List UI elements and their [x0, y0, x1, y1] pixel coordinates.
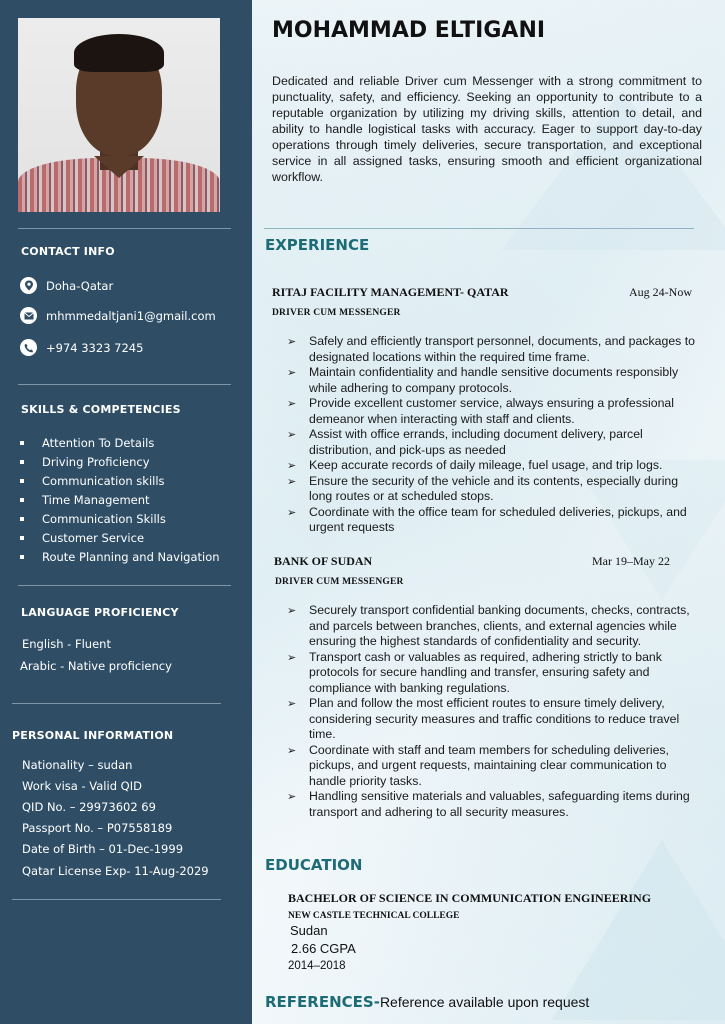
- skill-item: [20, 433, 220, 452]
- divider: [18, 228, 231, 229]
- job-company: RITAJ FACILITY MANAGEMENT- QATAR: [272, 285, 509, 299]
- skill-label: Communication skills: [42, 473, 165, 488]
- job-dates: Aug 24-Now: [629, 285, 692, 299]
- phone-icon: [20, 339, 37, 356]
- skill-item: [20, 528, 220, 547]
- personal-heading: PERSONAL INFORMATION: [12, 729, 174, 742]
- job-bullet: ➢ Coordinate with staff and team members for scheduling deliveries, pickups, and urgent requests, maintaining clear communication to handle priority tasks.: [287, 743, 702, 790]
- bullet-icon: [20, 498, 24, 502]
- email-text[interactable]: mhmmedaltjani1@gmail.com: [46, 308, 216, 323]
- skill-label: Customer Service: [42, 530, 145, 545]
- job-bullet: ➢ Plan and follow the most efficient routes to ensure timely delivery, considering security measures and traffic conditions to reduce travel time.: [287, 696, 702, 743]
- references-text: Reference available upon request: [379, 994, 590, 1010]
- job-role: DRIVER CUM MESSENGER: [275, 577, 404, 587]
- bullet-icon: [20, 460, 24, 464]
- bullet-icon: [20, 479, 24, 483]
- skill-label: Communication Skills: [42, 511, 166, 526]
- skill-item: [20, 509, 220, 528]
- job-role: DRIVER CUM MESSENGER: [272, 308, 401, 318]
- job-bullet: ➢ Ensure the security of the vehicle and its contents, especially during long routes or at scheduled stops.: [287, 474, 702, 505]
- degree: BACHELOR OF SCIENCE IN COMMUNICATION ENGINEERING: [288, 891, 652, 905]
- skills-heading: SKILLS & COMPETENCIES: [21, 403, 181, 416]
- skill-item: [20, 471, 220, 490]
- education-heading: EDUCATION: [265, 856, 363, 874]
- divider: [18, 585, 231, 586]
- personal-item: QID No. – 29973602 69: [22, 800, 156, 814]
- summary: Dedicated and reliable Driver cum Messenger with a strong commitment to punctuality, safety, and efficiency. Seeking an opportunity to contribute to a reputable organization by utilizing my driving skills, attention to detail, and ability to handle logistical tasks with accuracy. Eager to support day-to-day operations through timely deliveries, secure transportation, and exceptional service in all assigned tasks, ensuring smooth and efficient organizational workflow.: [272, 74, 702, 184]
- personal-item: Nationality – sudan: [22, 758, 133, 772]
- job-bullet: ➢ Safely and efficiently transport personnel, documents, and packages to designated locations within the required time frame.: [287, 334, 702, 365]
- job-company: BANK OF SUDAN: [274, 554, 373, 568]
- education-years: 2014–2018: [288, 960, 346, 972]
- skill-label: Driving Proficiency: [42, 454, 150, 469]
- skill-label: Time Management: [42, 492, 150, 507]
- skill-label: Route Planning and Navigation: [42, 549, 220, 564]
- job-bullet: ➢ Assist with office errands, including document delivery, parcel distribution, and pick-ups as needed: [287, 427, 702, 458]
- contact-location: [20, 277, 113, 294]
- references-heading: REFERENCES-: [265, 993, 380, 1011]
- job-bullet: ➢ Maintain confidentiality and handle sensitive documents responsibly while adhering to company protocols.: [287, 365, 702, 396]
- personal-item: Qatar License Exp- 11-Aug-2029: [22, 864, 209, 878]
- profile-photo: [18, 18, 220, 212]
- contact-email[interactable]: [20, 307, 216, 324]
- candidate-name: MOHAMMAD ELTIGANI: [272, 18, 546, 43]
- location-text: Doha-Qatar: [46, 278, 114, 293]
- personal-item: Passport No. – P07558189: [22, 821, 173, 835]
- language-heading: LANGUAGE PROFICIENCY: [21, 606, 179, 619]
- divider: [12, 899, 221, 900]
- bullet-icon: [20, 555, 24, 559]
- job-bullet: ➢ Keep accurate records of daily mileage, fuel usage, and trip logs.: [287, 458, 702, 474]
- section-rule: [264, 228, 694, 229]
- bullet-icon: [20, 536, 24, 540]
- language-item: Arabic - Native proficiency: [20, 659, 172, 673]
- bullet-icon: [20, 441, 24, 445]
- gpa: 2.66 CGPA: [291, 941, 356, 956]
- skill-item: [20, 452, 220, 471]
- job-bullet: ➢ Transport cash or valuables as required, adhering strictly to bank protocols for secure handling and transfer, ensuring safety and compliance with banking regulations.: [287, 650, 702, 697]
- job-bullet: ➢ Coordinate with the office team for scheduled deliveries, pickups, and urgent requests: [287, 505, 702, 536]
- experience-heading: EXPERIENCE: [265, 236, 370, 254]
- contact-phone[interactable]: [20, 339, 143, 356]
- skill-label: Attention To Details: [42, 435, 155, 450]
- school: NEW CASTLE TECHNICAL COLLEGE: [288, 911, 460, 921]
- job-bullets: [287, 603, 702, 820]
- email-icon: [20, 307, 37, 324]
- divider: [12, 703, 221, 704]
- language-item: English - Fluent: [22, 637, 111, 651]
- skill-item: [20, 547, 220, 566]
- school-country: Sudan: [290, 923, 328, 938]
- contact-heading: CONTACT INFO: [21, 245, 115, 258]
- main-content: [252, 0, 725, 1024]
- job-bullet: ➢ Handling sensitive materials and valuables, safeguarding items during transport and adhering to all security measures.: [287, 789, 702, 820]
- phone-text[interactable]: +974 3323 7245: [46, 340, 144, 355]
- job-bullet: ➢ Provide excellent customer service, always ensuring a professional demeanor when interacting with staff and clients.: [287, 396, 702, 427]
- personal-item: Work visa - Valid QID: [22, 779, 142, 793]
- skill-item: [20, 490, 220, 509]
- job-dates: Mar 19–May 22: [592, 554, 670, 568]
- skills-list: [20, 433, 220, 566]
- divider: [18, 384, 231, 385]
- location-pin-icon: [20, 277, 37, 294]
- job-bullets: [287, 334, 702, 536]
- references-section: [265, 993, 589, 1011]
- personal-item: Date of Birth – 01-Dec-1999: [22, 842, 184, 856]
- bullet-icon: [20, 517, 24, 521]
- sidebar: [0, 0, 252, 1024]
- job-bullet: ➢ Securely transport confidential banking documents, checks, contracts, and parcels between branches, clients, and external agencies while ensuring the highest standards of confidentiality and security.: [287, 603, 702, 650]
